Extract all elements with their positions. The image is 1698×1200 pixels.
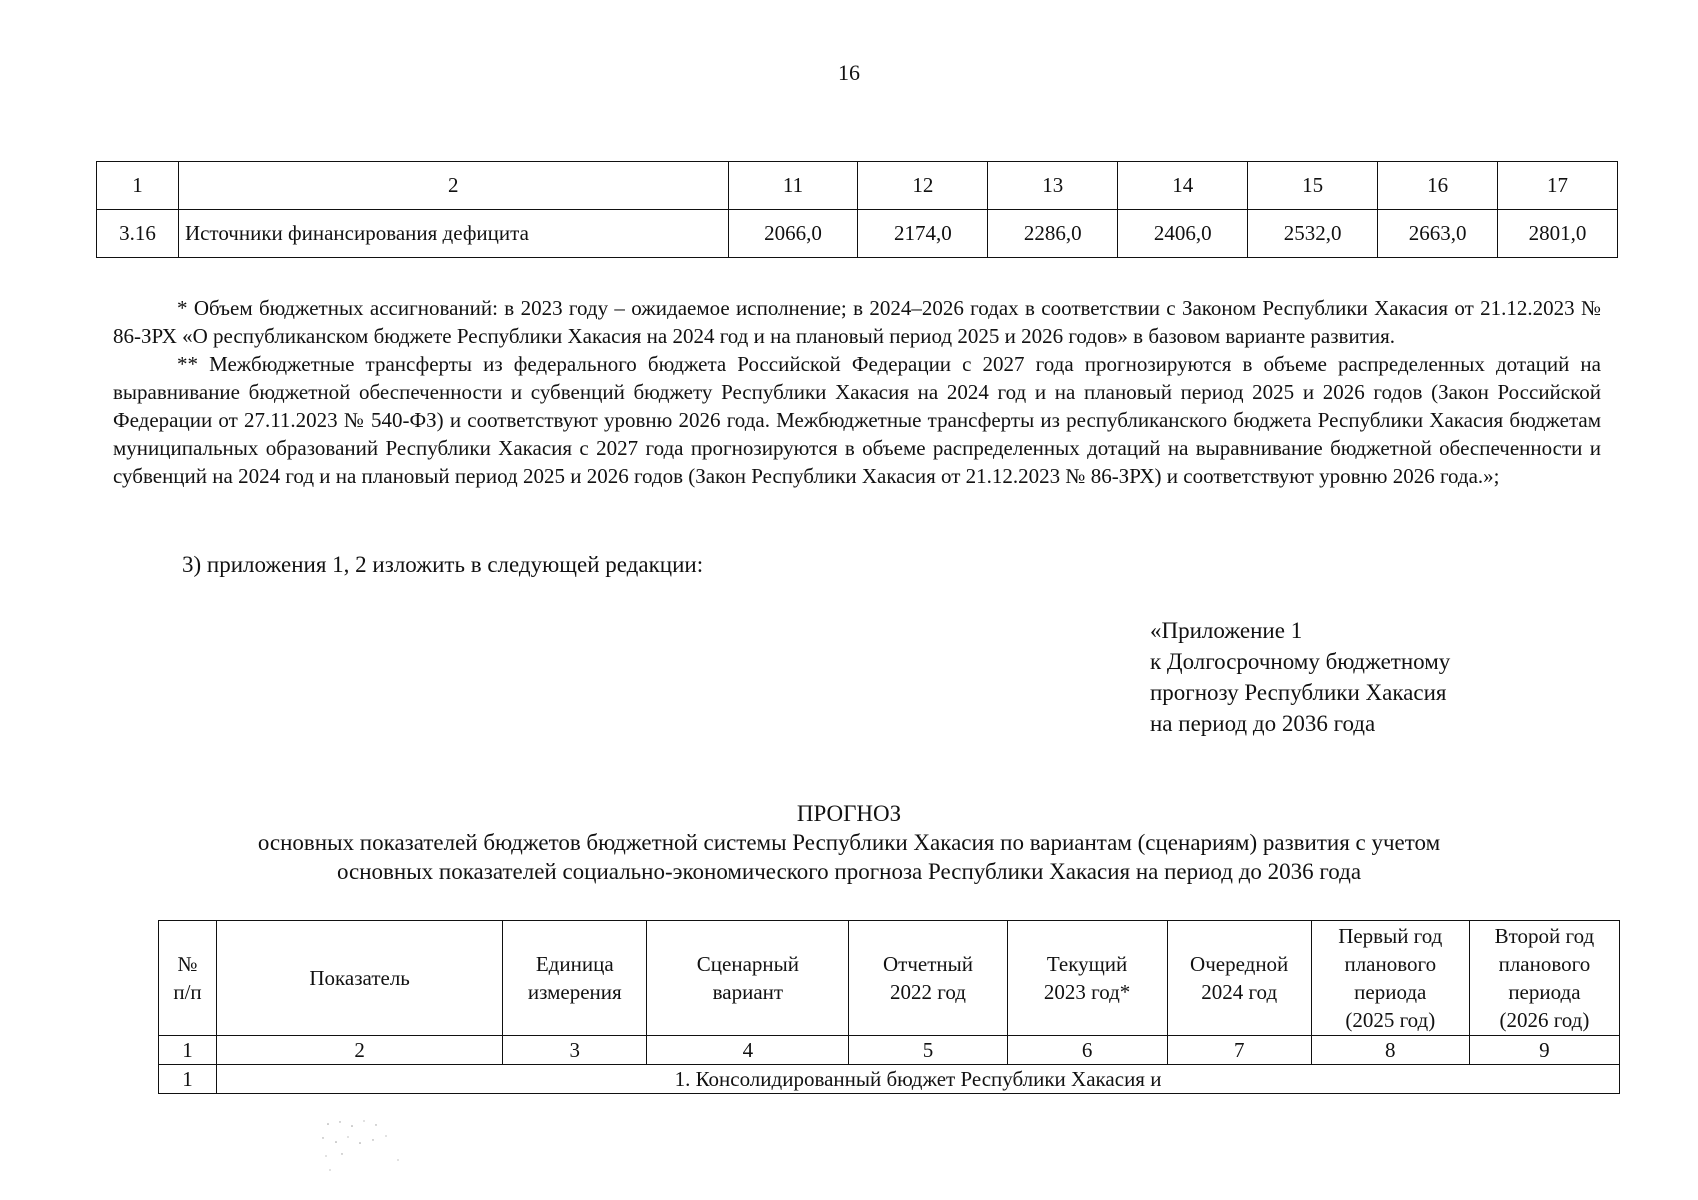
- column-numbers-row: [159, 1036, 1620, 1065]
- column-number: 5: [849, 1036, 1007, 1065]
- page-number: 16: [838, 60, 860, 85]
- column-number: 17: [1498, 162, 1618, 210]
- forecast-table: [158, 920, 1620, 1094]
- column-number: 14: [1118, 162, 1248, 210]
- header-second-plan-year: Второй год планового периода (2026 год): [1469, 921, 1619, 1036]
- row-value: 2801,0: [1498, 210, 1618, 258]
- section-row: [159, 1065, 1620, 1094]
- row-value: 2174,0: [858, 210, 988, 258]
- row-value: 2663,0: [1378, 210, 1498, 258]
- footnote-1: * Объем бюджетных ассигнований: в 2023 году – ожидаемое исполнение; в 2024–2026 годах в соответствии с Законом Республики Хакасия от 21.12.2023 № 86-ЗРХ «О республиканском бюджете Республики Хакасия на 2024 год и на плановый период 2025 и 2026 годов» в базовом варианте развития.: [113, 296, 1601, 348]
- row-value: 2066,0: [728, 210, 858, 258]
- scan-specks: [318, 1118, 428, 1178]
- row-value: 2406,0: [1118, 210, 1248, 258]
- header-next-year: Очередной 2024 год: [1167, 921, 1311, 1036]
- column-number: 7: [1167, 1036, 1311, 1065]
- appendix-heading: [1150, 615, 1450, 739]
- column-number: 6: [1007, 1036, 1167, 1065]
- column-number: 16: [1378, 162, 1498, 210]
- row-code: 3.16: [97, 210, 179, 258]
- table-row: [97, 210, 1618, 258]
- column-number: 4: [647, 1036, 849, 1065]
- column-number: 2: [178, 162, 728, 210]
- header-unit: Единица измерения: [503, 921, 647, 1036]
- column-number: 11: [728, 162, 858, 210]
- forecast-header-row: [159, 921, 1620, 1036]
- column-number: 3: [503, 1036, 647, 1065]
- section-number: 1: [159, 1065, 217, 1094]
- forecast-title: ПРОГНОЗ: [796, 801, 902, 826]
- column-number: 2: [217, 1036, 503, 1065]
- header-number: № п/п: [159, 921, 217, 1036]
- header-indicator: Показатель: [217, 921, 503, 1036]
- forecast-title-block: [0, 799, 1698, 886]
- column-number: 13: [988, 162, 1118, 210]
- section-title: 1. Консолидированный бюджет Республики Хакасия и: [217, 1065, 1620, 1094]
- appendix-line: к Долгосрочному бюджетному: [1150, 649, 1451, 674]
- column-number: 8: [1311, 1036, 1469, 1065]
- footnotes: [113, 294, 1601, 490]
- column-number: 1: [159, 1036, 217, 1065]
- appendix-line: на период до 2036 года: [1150, 711, 1376, 736]
- column-number: 15: [1248, 162, 1378, 210]
- appendix-line: прогнозу Республики Хакасия: [1150, 680, 1447, 705]
- header-scenario: Сценарный вариант: [647, 921, 849, 1036]
- header-reporting-year: Отчетный 2022 год: [849, 921, 1007, 1036]
- column-number: 12: [858, 162, 988, 210]
- header-first-plan-year: Первый год планового периода (2025 год): [1311, 921, 1469, 1036]
- deficit-financing-table: [96, 161, 1618, 258]
- row-name: Источники финансирования дефицита: [178, 210, 728, 258]
- forecast-subtitle-line: основных показателей бюджетов бюджетной системы Республики Хакасия по вариантам (сценариям) развития с учетом: [257, 830, 1441, 855]
- footnote-2: ** Межбюджетные трансферты из федерального бюджета Российской Федерации с 2027 года прогнозируются в объеме распределенных дотаций на выравнивание бюджетной обеспеченности и субвенций бюджету Республики Хакасия на 2024 год и на плановый период 2025 и 2026 годов (Закон Российской Федерации от 27.11.2023 № 540-ФЗ) и соответствуют уровню 2026 года. Межбюджетные трансферты из республиканского бюджета Республики Хакасия бюджетам муниципальных образований Республики Хакасия с 2027 года прогнозируются в объеме распределенных дотаций на выравнивание бюджетной обеспеченности и субвенций на 2024 год и на плановый период 2025 и 2026 годов (Закон Республики Хакасия от 21.12.2023 № 86-ЗРХ) и соответствуют уровню 2026 года.»;: [113, 352, 1601, 488]
- row-value: 2532,0: [1248, 210, 1378, 258]
- row-value: 2286,0: [988, 210, 1118, 258]
- amendment-instruction: 3) приложения 1, 2 изложить в следующей редакции:: [182, 552, 704, 577]
- table-header-row: [97, 162, 1618, 210]
- appendix-line: «Приложение 1: [1150, 618, 1303, 643]
- forecast-subtitle-line: основных показателей социально-экономического прогноза Республики Хакасия на период до 2036 года: [336, 859, 1362, 884]
- column-number: 9: [1469, 1036, 1619, 1065]
- column-number: 1: [97, 162, 179, 210]
- header-current-year: Текущий 2023 год*: [1007, 921, 1167, 1036]
